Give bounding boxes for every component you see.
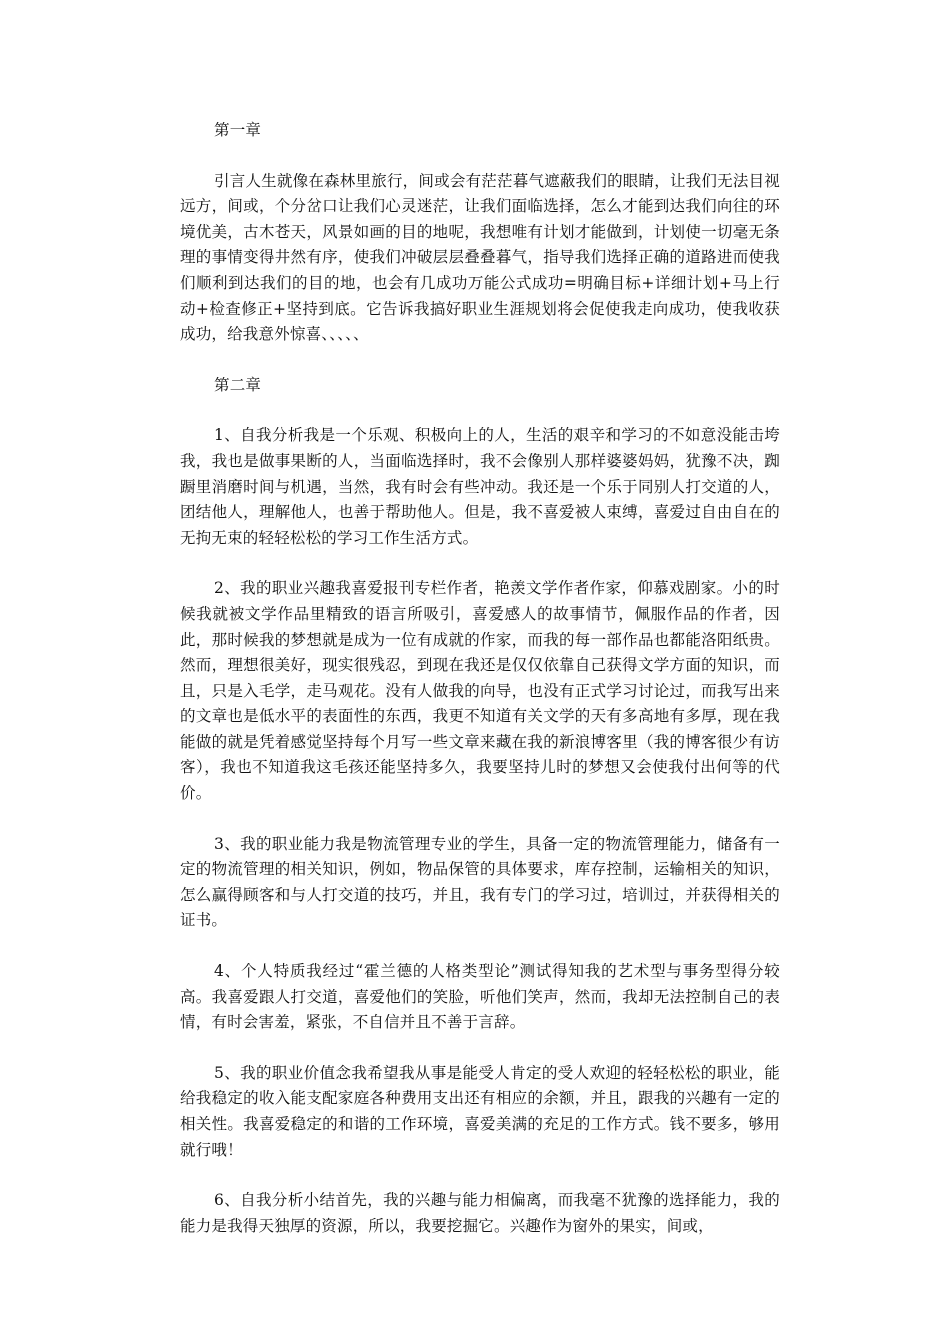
chapter-1-heading: 第一章: [214, 121, 262, 139]
chapter-2-heading: 第二章: [214, 375, 262, 394]
section-career-values-paragraph: 5、我的职业价值念我希望我从事是能受人肯定的受人欢迎的轻轻松松的职业，能给我稳定的收入能支配家庭各种费用支出还有相应的余额，并且，跟我的兴趣有一定的相关性。我喜爱稳定的和谐的工作环境，喜爱美满的充足的工作方式。钱不要多，够用就行哦！: [180, 1063, 780, 1159]
section-personal-traits-paragraph: 4、个人特质我经过“霍兰德的人格类型论”测试得知我的艺术型与事务型得分较高。我喜爱跟人打交道，喜爱他们的笑脸，听他们笑声，然而，我却无法控制自己的表情，有时会害羞，紧张，不自信并且不善于言辞。: [180, 962, 780, 1032]
section-career-ability-paragraph: 3、我的职业能力我是物流管理专业的学生，具备一定的物流管理能力，储备有一定的物流管理的相关知识，例如，物品保管的具体要求，库存控制，运输相关的知识，怎么赢得顾客和与人打交道的技巧，并且，我有专门的学习过，培训过，并获得相关的证书。: [180, 834, 780, 930]
spacer: [180, 348, 780, 373]
spacer: [180, 934, 780, 959]
spacer: [180, 1036, 780, 1061]
spacer: [180, 551, 780, 576]
spacer: [180, 398, 780, 423]
spacer: [180, 144, 780, 169]
spacer: [180, 1163, 780, 1188]
section-career-interest-paragraph: 2、我的职业兴趣我喜爱报刊专栏作者，艳羡文学作者作家，仰慕戏剧家。小的时候我就被文学作品里精致的语言所吸引，喜爱感人的故事情节，佩服作品的作者，因此，那时候我的梦想就是成为一位有成就的作家，而我的每一部作品也都能洛阳纸贵。然而，理想很美好，现实很残忍，到现在我还是仅仅依靠自己获得文学方面的知识，而且，只是入毛学，走马观花。没有人做我的向导，也没有正式学习讨论过，而我写出来的文章也是低水平的表面性的东西，我更不知道有关文学的天有多高地有多厚，现在我能做的就是凭着感觉坚持每个月写一些文章来藏在我的新浪博客里（我的博客很少有访客），我也不知道我这毛孩还能坚持多久，我要坚持儿时的梦想又会使我付出何等的代价。: [180, 579, 780, 803]
section-summary-paragraph: 6、自我分析小结首先，我的兴趣与能力相偏离，而我毫不犹豫的选择能力，我的能力是我得天独厚的资源，所以，我要挖掘它。兴趣作为窗外的果实，间或，: [180, 1191, 780, 1235]
section-self-analysis-paragraph: 1、自我分析我是一个乐观、积极向上的人，生活的艰辛和学习的不如意没能击垮我，我也是做事果断的人，当面临选择时，我不会像别人那样婆婆妈妈，犹豫不决，踟蹰里消磨时间与机遇，当然，我有时会有些冲动。我还是一个乐于同别人打交道的人，团结他人，理解他人，也善于帮助他人。但是，我不喜爱被人束缚，喜爱过自由自在的无拘无束的轻轻松松的学习工作生活方式。: [180, 426, 780, 547]
chapter-1-intro-paragraph: 引言人生就像在森林里旅行，间或会有茫茫暮气遮蔽我们的眼睛，让我们无法目视远方，间或，个分岔口让我们心灵迷茫，让我们面临选择，怎么才能到达我们向往的环境优美，古木苍天，风景如画的目的地呢，我想唯有计划才能做到，计划使一切毫无条理的事情变得井然有序，使我们冲破层层叠叠暮气，指导我们选择正确的道路进而使我们顺利到达我们的目的地，也会有几成功万能公式成功=明确目标+详细计划+马上行动+检查修正+坚持到底。它告诉我搞好职业生涯规划将会促使我走向成功，使我收获成功，给我意外惊喜、、、、、: [180, 171, 780, 344]
document-page: [180, 118, 780, 1239]
spacer: [180, 807, 780, 832]
